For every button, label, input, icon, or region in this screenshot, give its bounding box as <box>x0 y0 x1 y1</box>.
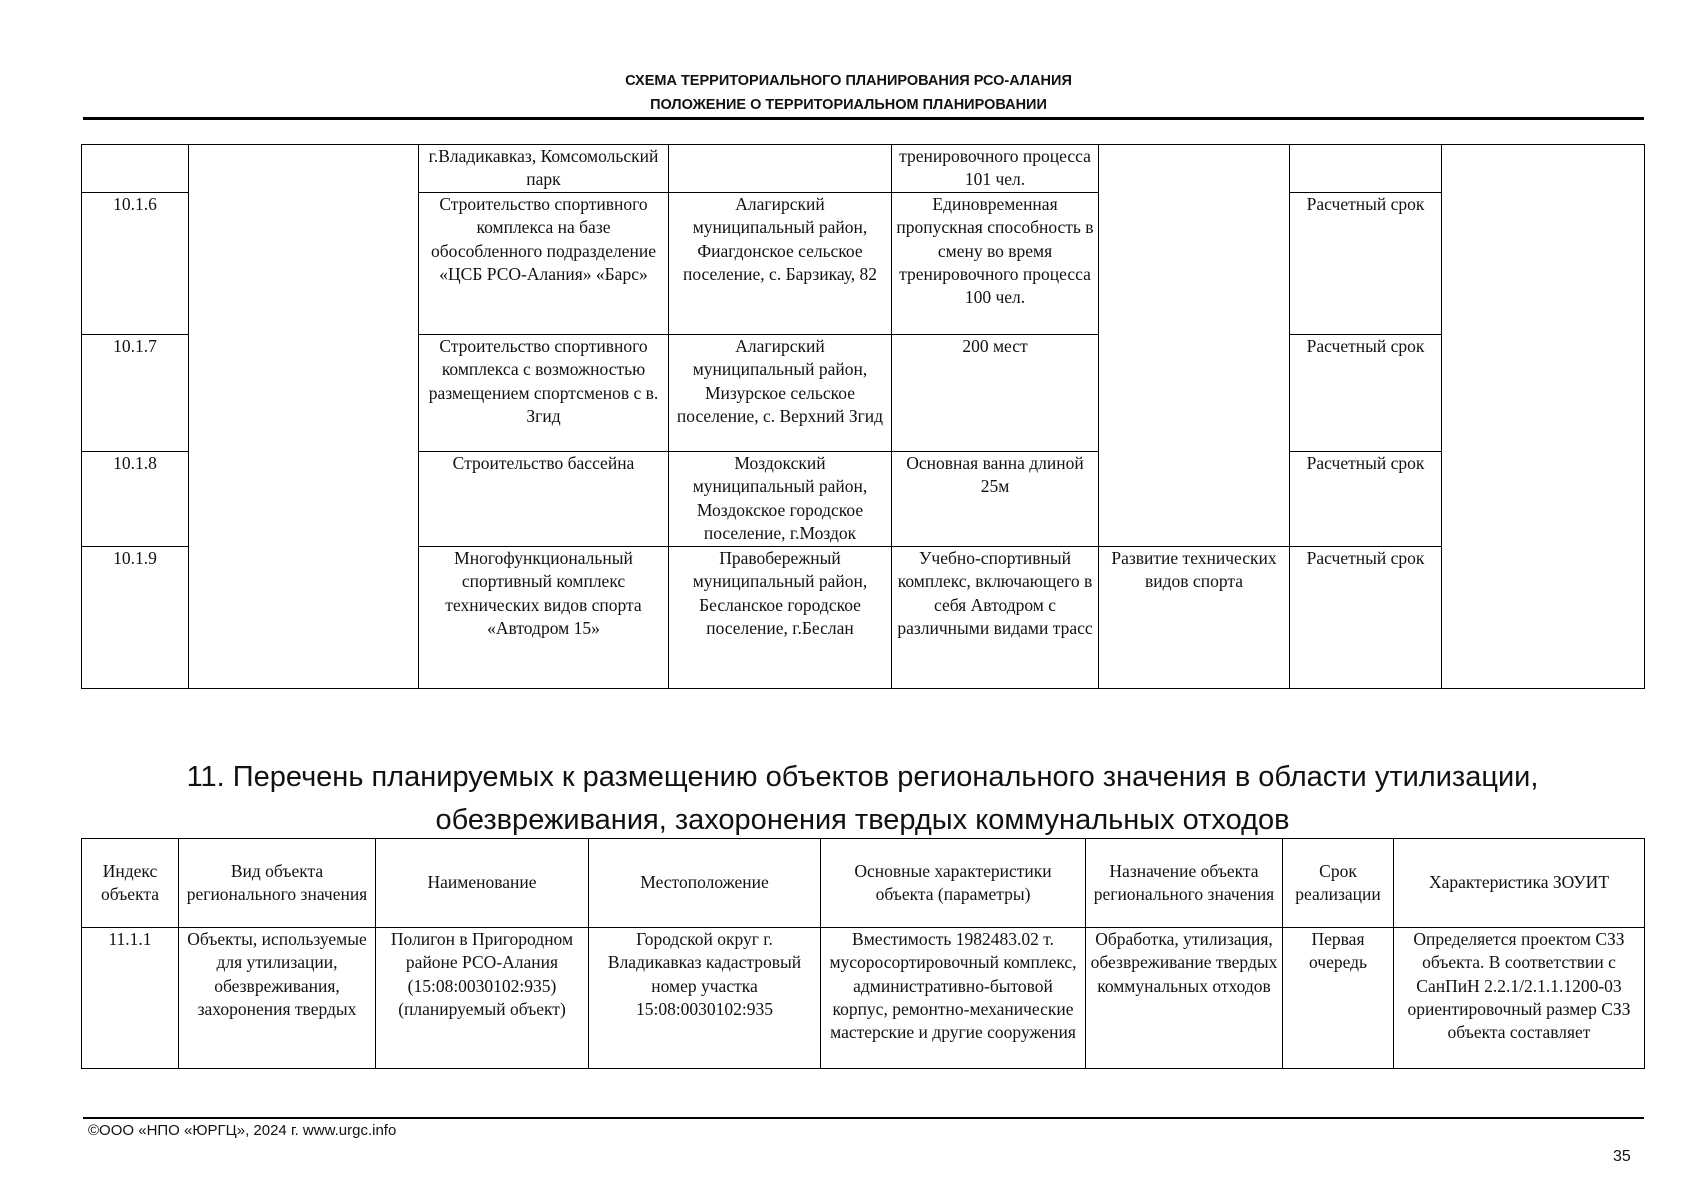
cell-index: 11.1.1 <box>82 928 179 1069</box>
cell-location: Моздокский муниципальный район, Моздокское городское поселение, г.Моздок <box>669 452 892 547</box>
cell-purpose <box>1099 145 1290 547</box>
cell-name: Строительство бассейна <box>419 452 669 547</box>
column-header: Индекс объекта <box>82 839 179 928</box>
cell-index: 10.1.7 <box>82 335 189 452</box>
footer-rule <box>83 1117 1644 1119</box>
cell-location <box>669 145 892 193</box>
cell-params: Единовременная пропускная способность в смену во время тренировочного процесса 100 чел. <box>892 193 1099 335</box>
cell-name: Многофункциональный спортивный комплекс технических видов спорта «Автодром 15» <box>419 547 669 689</box>
cell-kind <box>189 145 419 689</box>
column-header: Вид объекта регионального значения <box>179 839 376 928</box>
cell-term: Расчетный срок <box>1290 193 1442 335</box>
page-number: 35 <box>1613 1148 1631 1165</box>
cell-zouit: Определяется проектом СЗЗ объекта. В соответствии с СанПиН 2.2.1/2.1.1.1200-03 ориентировочный размер СЗЗ объекта составляет <box>1394 928 1645 1069</box>
sports-objects-table <box>81 144 1645 689</box>
table-header-row <box>82 839 1645 928</box>
cell-params: 200 мест <box>892 335 1099 452</box>
cell-term: Расчетный срок <box>1290 335 1442 452</box>
cell-index: 10.1.6 <box>82 193 189 335</box>
cell-params: Основная ванна длиной 25м <box>892 452 1099 547</box>
table-row <box>82 145 1645 193</box>
cell-location: Правобережный муниципальный район, Бесланское городское поселение, г.Беслан <box>669 547 892 689</box>
header-rule <box>83 117 1644 120</box>
column-header: Основные характеристики объекта (параметры) <box>821 839 1086 928</box>
column-header: Назначение объекта регионального значения <box>1086 839 1283 928</box>
cell-purpose: Обработка, утилизация, обезвреживание твердых коммунальных отходов <box>1086 928 1283 1069</box>
column-header: Наименование <box>376 839 589 928</box>
document-header-subtitle: ПОЛОЖЕНИЕ О ТЕРРИТОРИАЛЬНОМ ПЛАНИРОВАНИИ <box>650 97 1047 113</box>
cell-zouit <box>1442 145 1645 689</box>
table-row <box>82 928 1645 1069</box>
section-title: 11. Перечень планируемых к размещению объектов регионального значения в области утилизации, обезвреживания, захоронения твердых коммунальных отходов <box>186 761 1539 836</box>
cell-location: Городской округ г. Владикавказ кадастровый номер участка 15:08:0030102:935 <box>589 928 821 1069</box>
cell-term: Первая очередь <box>1283 928 1394 1069</box>
cell-index: 10.1.9 <box>82 547 189 689</box>
cell-term: Расчетный срок <box>1290 547 1442 689</box>
document-header-title: СХЕМА ТЕРРИТОРИАЛЬНОГО ПЛАНИРОВАНИЯ РСО-АЛАНИЯ <box>625 73 1072 89</box>
cell-kind: Объекты, используемые для утилизации, обезвреживания, захоронения твердых <box>179 928 376 1069</box>
column-header: Характеристика ЗОУИТ <box>1394 839 1645 928</box>
cell-name: Полигон в Пригородном районе РСО-Алания (15:08:0030102:935) (планируемый объект) <box>376 928 589 1069</box>
footer-copyright: ©ООО «НПО «ЮРГЦ», 2024 г. www.urgc.info <box>88 1122 397 1139</box>
column-header: Местоположение <box>589 839 821 928</box>
cell-index <box>82 145 189 193</box>
cell-params: Учебно-спортивный комплекс, включающего в себя Автодром с различными видами трасс <box>892 547 1099 689</box>
column-header: Срок реализации <box>1283 839 1394 928</box>
cell-location: Алагирский муниципальный район, Мизурское сельское поселение, с. Верхний Згид <box>669 335 892 452</box>
cell-index: 10.1.8 <box>82 452 189 547</box>
cell-name: Строительство спортивного комплекса с возможностью размещением спортсменов с в. Згид <box>419 335 669 452</box>
cell-params: тренировочного процесса 101 чел. <box>892 145 1099 193</box>
cell-purpose: Развитие технических видов спорта <box>1099 547 1290 689</box>
cell-params: Вместимость 1982483.02 т. мусоросортировочный комплекс, административно-бытовой корпус, ремонтно-механические мастерские и другие сооружения <box>821 928 1086 1069</box>
cell-term: Расчетный срок <box>1290 452 1442 547</box>
cell-term <box>1290 145 1442 193</box>
waste-objects-table <box>81 838 1645 1069</box>
cell-location: Алагирский муниципальный район, Фиагдонское сельское поселение, с. Барзикау, 82 <box>669 193 892 335</box>
cell-name: Строительство спортивного комплекса на базе обособленного подразделение «ЦСБ РСО-Алания» «Барс» <box>419 193 669 335</box>
cell-name: г.Владикавказ, Комсомольский парк <box>419 145 669 193</box>
